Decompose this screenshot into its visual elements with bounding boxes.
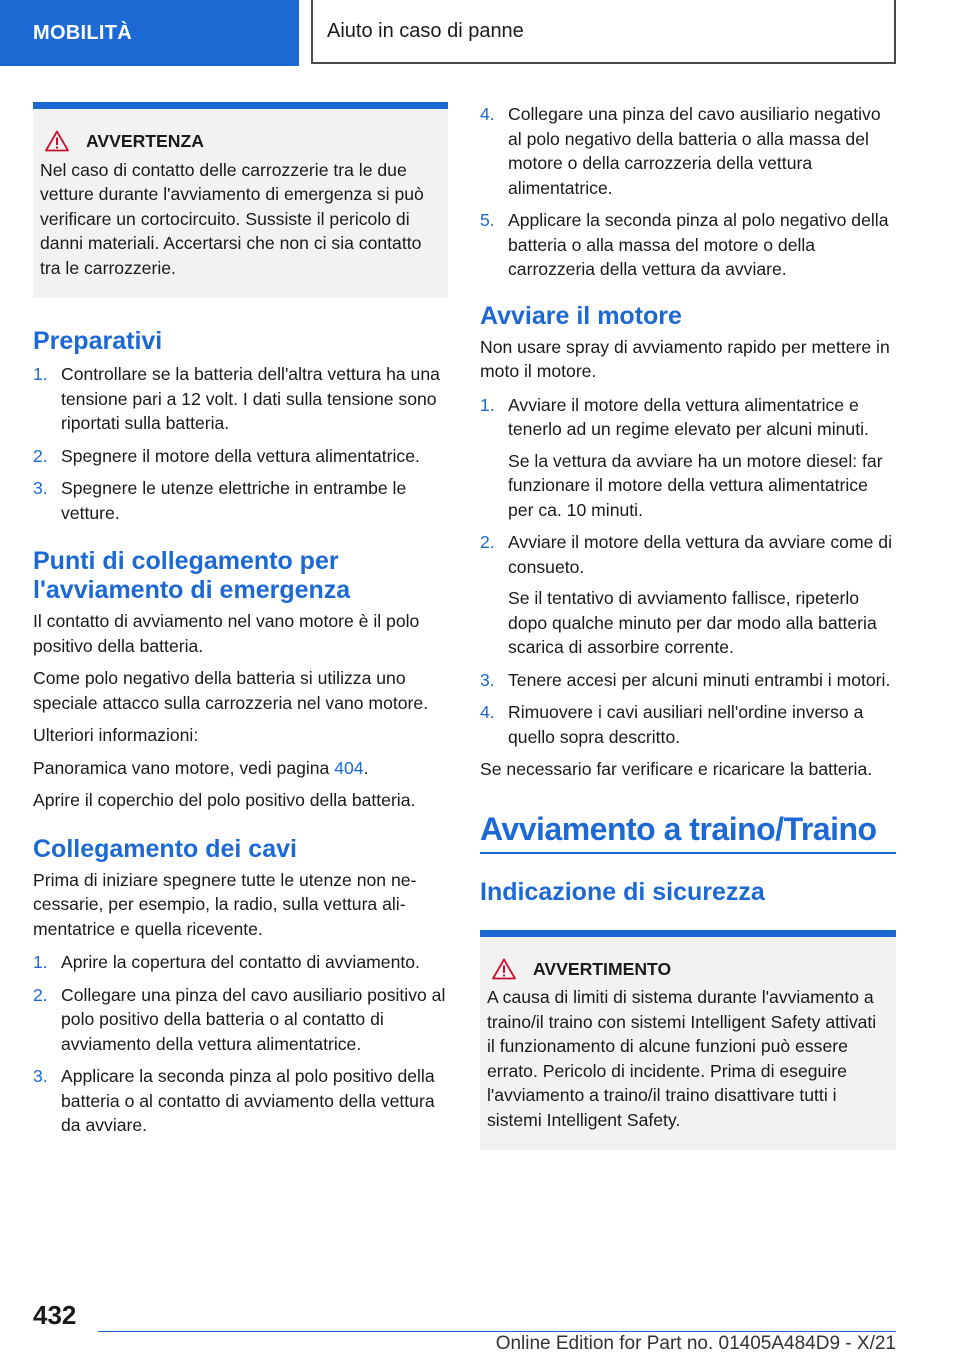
warning-text: A causa di limiti di sistema durante l'avviamento a traino/il traino con sistemi Intelligent Safety attivati il funzionamento di alcune funzioni può essere errato. Pericolo di incidente. Prima di eseguire l'avviamento a traino/il traino disattivare tutti i sistemi Intelligent Safety. — [487, 987, 877, 1130]
step-number: 1. — [33, 952, 48, 972]
paragraph: Aprire il coperchio del polo positivo della batteria. — [33, 790, 416, 810]
list-item: 5. Applicare la seconda pinza al polo negativo della batteria o alla massa del motore o della carrozzeria della vettura da avviare. — [480, 208, 896, 282]
warning-text: Nel caso di contatto delle carrozzerie tra le due vetture durante l'avviamento di emergenza si può verificare un cortocircuito. Sussiste il pericolo di danni materiali. Accertarsi che non ci sia contatto tra le carrozzerie. — [40, 159, 424, 278]
list-item: 4. Rimuovere i cavi ausiliari nell'ordine inverso a quello sopra descritto. — [480, 700, 896, 749]
heading-collegamento-cavi: Collegamento dei cavi — [33, 834, 297, 863]
paragraph: Panoramica vano motore, vedi pagina 404. — [33, 757, 369, 778]
right-column — [480, 102, 896, 1150]
paragraph: Il contatto di avviamento nel vano motore è il polo positivo della batteria. — [33, 611, 420, 656]
edition-footer: Online Edition for Part no. 01405A484D9 - X/21 — [495, 1333, 896, 1354]
paragraph: Come polo negativo della batteria si utilizza uno speciale attacco sulla carrozzeria nel vano motore. — [33, 668, 429, 713]
step-number: 2. — [480, 532, 495, 552]
step-number: 5. — [480, 210, 495, 230]
list-item: 1. Aprire la copertura del contatto di avviamento. — [33, 950, 448, 975]
page-header — [0, 0, 960, 66]
preparativi-steps — [33, 362, 448, 525]
collegamento-steps — [33, 950, 448, 1138]
step-number: 4. — [480, 702, 495, 722]
collegamento-steps-continued — [480, 102, 896, 282]
page-link[interactable]: 404 — [334, 757, 364, 778]
paragraph: Prima di iniziare spegnere tutte le utenze non necessarie, per esempio, la radio, sulla vettura alimentatrice e quella ricevente. — [33, 869, 417, 939]
warning-title: AVVERTENZA — [86, 131, 204, 151]
heading-avviare-motore: Avviare il motore — [480, 301, 682, 330]
list-item: 3. Spegnere le utenze elettriche in entrambe le vetture. — [33, 476, 448, 525]
step-number: 3. — [33, 1066, 48, 1086]
warning-triangle-icon — [45, 130, 69, 152]
paragraph: Ulteriori informazioni: — [33, 725, 199, 745]
paragraph: Non usare spray di avviamento rapido per mettere in moto il motore. — [480, 336, 890, 381]
footer-divider — [98, 1331, 896, 1332]
list-item: 1. Avviare il motore della vettura alimentatrice e tenerlo ad un regime elevato per alcuni minuti. Se la vettura da avviare ha un motore diesel: far funzionare il motore della vettura alimentatrice per ca. 10 minuti. — [480, 393, 896, 523]
step-number: 1. — [480, 394, 495, 415]
list-item: 2. Collegare una pinza del cavo ausiliario positivo al polo positivo della batteria o al contatto di avviamento della vettura alimentatrice. — [33, 983, 448, 1057]
step-number: 3. — [480, 669, 495, 690]
page-number: 432 — [33, 1300, 77, 1330]
step-number: 3. — [33, 478, 48, 498]
heading-punti-collegamento: Punti di collegamento per l'avviamento di emergenza — [33, 547, 351, 604]
list-item: 2. Spegnere il motore della vettura alimentatrice. — [33, 444, 448, 469]
warning-title: AVVERTIMENTO — [533, 958, 672, 979]
step-number: 2. — [33, 984, 48, 1005]
step-number: 1. — [33, 364, 48, 384]
list-item: 2. Avviare il motore della vettura da avviare come di consueto. Se il tentativo di avviamento fallisce, ripeterlo dopo qualche minuto per dar modo alla batteria scarica di assorbire corrente. — [480, 530, 896, 660]
chapter-title: Aiuto in caso di panne — [311, 0, 896, 64]
heading-preparativi: Preparativi — [33, 327, 163, 355]
list-item: 3. Applicare la seconda pinza al polo positivo della batteria o al contatto di avviamento della vettura da avviare. — [33, 1064, 448, 1138]
warning-box — [33, 102, 448, 298]
heading-avviamento-traino: Avviamento a traino/Traino — [480, 810, 896, 854]
step-number: 2. — [33, 445, 48, 466]
list-item: 1. Controllare se la batteria dell'altra vettura ha una tensione pari a 12 volt. I dati sulla tensione sono riportati sulla batteria. — [33, 362, 448, 436]
warning-box — [480, 930, 896, 1151]
step-number: 4. — [480, 104, 495, 124]
heading-indicazione-sicurezza: Indicazione di sicurezza — [480, 877, 765, 906]
left-column — [33, 102, 448, 1146]
section-tab: MOBILITÀ — [0, 0, 299, 66]
paragraph: Se necessario far verificare e ricaricare la batteria. — [480, 759, 873, 779]
list-item: 4. Collegare una pinza del cavo ausiliario negativo al polo negativo della batteria o alla massa del motore o della carrozzeria della vettura alimentatrice. — [480, 102, 896, 200]
avviare-steps — [480, 393, 896, 750]
list-item: 3. Tenere accesi per alcuni minuti entrambi i motori. — [480, 668, 896, 693]
warning-triangle-icon — [492, 958, 516, 980]
